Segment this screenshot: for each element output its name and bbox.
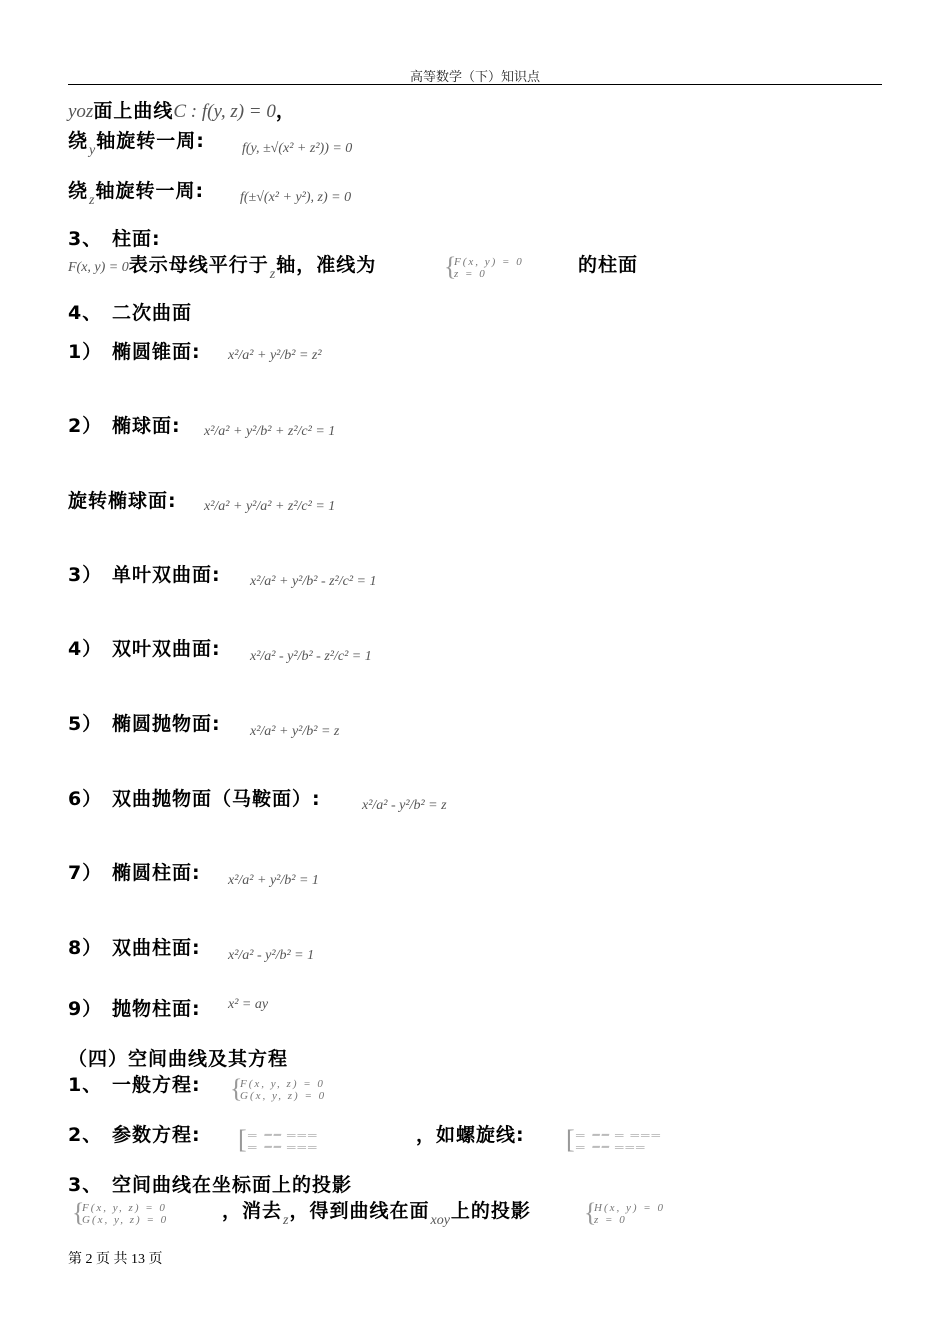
cylinder-desc1: 表示母线平行于: [128, 254, 269, 276]
cylinder-number: 3、: [68, 228, 103, 250]
quadric-item-8-label: 双曲柱面:: [112, 937, 201, 959]
projection-desc-line: [222, 1196, 531, 1228]
rotate-y-line: [68, 126, 205, 158]
quadric-item-6-num: 6）: [68, 788, 103, 810]
cylinder-sys-row2: z = 0: [454, 268, 487, 280]
quadric-item-8-formula: x²/a² - y²/b² = 1: [228, 948, 315, 963]
quadric-item-2b-formula: x²/a² + y²/a² + z²/c² = 1: [204, 499, 336, 514]
quadric-item-3-formula: x²/a² + y²/b² - z²/c² = 1: [250, 574, 377, 589]
plane-yoz: yoz: [68, 101, 94, 122]
quadric-item-5-num: 5）: [68, 713, 103, 735]
rotate-z-prefix: 绕: [68, 180, 89, 202]
projection-sys-row2: G(x, y, z) = 0: [82, 1214, 169, 1226]
projection-num: 3、: [68, 1174, 103, 1196]
quadric-item-7-label: 椭圆柱面:: [112, 862, 201, 884]
quadric-item-9: [68, 994, 201, 1021]
section-four-title: （四）空间曲线及其方程: [68, 1048, 289, 1070]
parametric-num: 2、: [68, 1124, 103, 1146]
rotation-comma: ，: [275, 100, 296, 122]
parametric-helix-text: ，如螺旋线:: [416, 1124, 525, 1146]
general-equation-system: { F(x, y, z) = 0 G(x, y, z) = 0: [230, 1074, 327, 1103]
quadric-item-7-num: 7）: [68, 862, 103, 884]
quadric-item-4-num: 4）: [68, 638, 103, 660]
cylinder-desc-line: [68, 250, 377, 282]
cylinder-directrix-system: { F(x, y) = 0 z = 0: [444, 252, 524, 281]
projection-heading: [68, 1170, 352, 1197]
quadric-item-2-num: 2）: [68, 415, 103, 437]
cylinder-heading: [68, 224, 161, 251]
quadric-item-1: [68, 337, 201, 364]
cylinder-desc3: 的柱面: [578, 254, 639, 276]
quadric-item-6-label: 双曲抛物面（马鞍面）:: [112, 788, 321, 810]
quadric-item-6: [68, 784, 321, 811]
projection-sys-row1: F(x, y, z) = 0: [82, 1202, 167, 1214]
rotate-z-label: 轴旋转一周:: [95, 180, 205, 202]
cylinder-axis: z: [269, 267, 276, 282]
quadric-item-8-num: 8）: [68, 937, 103, 959]
rotate-z-axis: z: [89, 193, 95, 208]
quadric-item-7: [68, 858, 201, 885]
quadric-item-2b: [68, 486, 177, 513]
rotate-z-line: [68, 176, 205, 208]
rotation-intro-text: 面上曲线: [93, 100, 174, 122]
projection-source-system: { F(x, y, z) = 0 G(x, y, z) = 0: [72, 1198, 169, 1227]
quadric-item-4-formula: x²/a² - y²/b² - z²/c² = 1: [250, 649, 372, 664]
projection-res-row2: z = 0: [594, 1214, 627, 1226]
page-header-title: 高等数学（下）知识点: [409, 70, 540, 85]
quadric-item-7-formula: x²/a² + y²/b² = 1: [228, 873, 319, 888]
general-equation-label: 一般方程:: [112, 1074, 201, 1096]
rotation-intro-line: [68, 96, 296, 123]
quadric-heading: [68, 298, 192, 325]
quadric-item-1-formula: x²/a² + y²/b² = z²: [228, 348, 322, 363]
parametric-equation-line: [68, 1120, 201, 1147]
cylinder-title: 柱面:: [112, 228, 161, 250]
general-sys-row2: G(x, y, z) = 0: [240, 1090, 327, 1102]
quadric-item-6-formula: x²/a² - y²/b² = z: [362, 798, 447, 813]
projection-var: z: [283, 1213, 289, 1228]
helix-equation-image: [ ═ ━━ ═ ═══ ═ ━━ ═══: [566, 1125, 662, 1154]
general-equation-line: [68, 1070, 201, 1097]
quadric-item-2b-label: 旋转椭球面:: [68, 490, 177, 512]
quadric-item-9-formula: x² = ay: [228, 997, 269, 1012]
rotate-y-formula: f(y, ±√(x² + z²)) = 0: [242, 141, 353, 156]
quadric-item-1-num: 1）: [68, 341, 103, 363]
projection-label: 空间曲线在坐标面上的投影: [112, 1174, 353, 1196]
projection-result-system: { H(x, y) = 0 z = 0: [584, 1198, 665, 1227]
rotate-y-prefix: 绕: [68, 130, 89, 152]
parametric-label: 参数方程:: [112, 1124, 201, 1146]
quadric-number: 4、: [68, 302, 103, 324]
parametric-equation-image: [ ═ ━━ ═══ ═ ━━ ═══: [238, 1125, 319, 1154]
cylinder-desc2: 轴，准线为: [276, 254, 377, 276]
quadric-item-3: [68, 560, 221, 587]
page-footer: 第 2 页 共 13 页: [68, 1252, 163, 1267]
general-sys-row1: F(x, y, z) = 0: [240, 1078, 325, 1090]
quadric-item-2-label: 椭球面:: [112, 415, 181, 437]
curve-equation: C : f(y, z) = 0: [173, 101, 276, 122]
quadric-item-3-label: 单叶双曲面:: [112, 564, 221, 586]
quadric-title: 二次曲面: [112, 302, 193, 324]
quadric-item-9-label: 抛物柱面:: [112, 998, 201, 1020]
projection-desc1: ，消去: [222, 1200, 283, 1222]
header-rule: [68, 84, 882, 85]
projection-plane: xoy: [430, 1213, 450, 1228]
quadric-item-5: [68, 709, 221, 736]
quadric-item-5-formula: x²/a² + y²/b² = z: [250, 724, 340, 739]
projection-res-row1: H(x, y) = 0: [594, 1202, 665, 1214]
rotate-y-label: 轴旋转一周:: [96, 130, 205, 152]
quadric-item-4-label: 双叶双曲面:: [112, 638, 221, 660]
general-equation-num: 1、: [68, 1074, 103, 1096]
quadric-item-5-label: 椭圆抛物面:: [112, 713, 221, 735]
projection-desc3: 上的投影: [450, 1200, 531, 1222]
rotate-z-formula: f(±√(x² + y²), z) = 0: [240, 190, 352, 205]
quadric-item-4: [68, 634, 221, 661]
cylinder-formula: F(x, y) = 0: [68, 260, 129, 275]
quadric-item-8: [68, 933, 201, 960]
quadric-item-1-label: 椭圆锥面:: [112, 341, 201, 363]
quadric-item-2: [68, 411, 181, 438]
projection-desc2: ，得到曲线在面: [289, 1200, 430, 1222]
quadric-item-2-formula: x²/a² + y²/b² + z²/c² = 1: [204, 424, 336, 439]
quadric-item-9-num: 9）: [68, 998, 103, 1020]
quadric-item-3-num: 3）: [68, 564, 103, 586]
rotate-y-axis: y: [89, 143, 96, 158]
cylinder-sys-row1: F(x, y) = 0: [454, 256, 524, 268]
